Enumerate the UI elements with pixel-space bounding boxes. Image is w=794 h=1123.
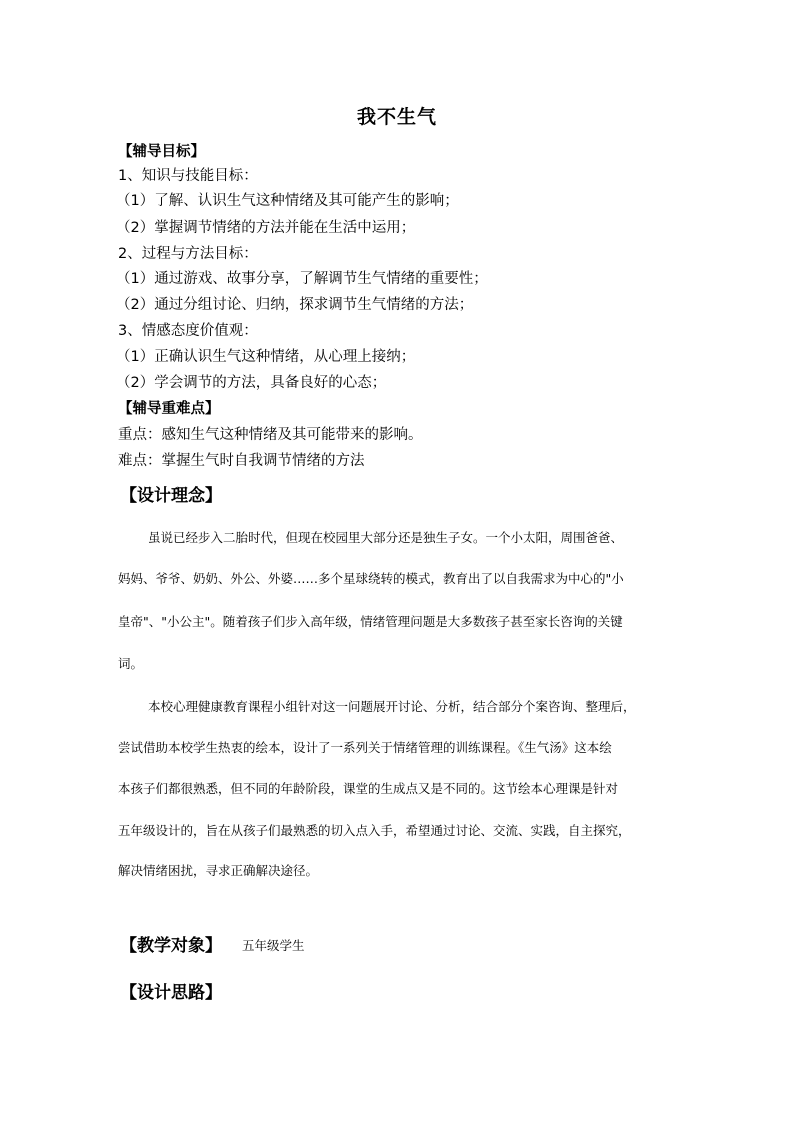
target-heading: 【教学对象】 [120, 936, 222, 956]
key-points-line: 重点：感知生气这种情绪及其可能带来的影响。 [118, 427, 423, 443]
goals-line: （2）掌握调节情绪的方法并能在生活中运用； [116, 220, 416, 236]
goals-line: （1）通过游戏、故事分享，了解调节生气情绪的重要性； [116, 271, 488, 287]
paragraph-line: 尝试借助本校学生热衷的绘本，设计了一系列关于情绪管理的训练课程。《生气汤》这本绘 [118, 740, 612, 755]
key-points-line: 难点：掌握生气时自我调节情绪的方法 [118, 453, 365, 469]
paragraph-line: 妈妈、爷爷、奶奶、外公、外婆……多个星球绕转的模式，教育出了以自我需求为中心的"小 [118, 571, 624, 586]
goals-line: 3、情感态度价值观： [118, 323, 258, 339]
paragraph-line: 虽说已经步入二胎时代，但现在校园里大部分还是独生子女。一个小太阳，周围爸爸、 [148, 530, 624, 545]
goals-line: 2、过程与方法目标： [118, 246, 258, 262]
paragraph-line: 词。 [118, 656, 144, 671]
paragraph-line: 皇帝"、"小公主"。随着孩子们步入高年级，情绪管理问题是大多数孩子甚至家长咨询的关键 [118, 614, 623, 629]
goals-heading: 【辅导目标】 [118, 144, 205, 160]
goals-line: （2）通过分组讨论、归纳，探求调节生气情绪的方法； [116, 297, 474, 313]
key-points-heading: 【辅导重难点】 [118, 401, 220, 417]
paragraph-line: 本孩子们都很熟悉，但不同的年龄阶段，课堂的生成点又是不同的。这节绘本心理课是针对 [118, 781, 619, 796]
goals-line: 1、知识与技能目标： [118, 168, 258, 184]
paragraph-line: 解决情绪困扰，寻求正确解决途径。 [118, 863, 319, 878]
paragraph-line: 五年级设计的，旨在从孩子们最熟悉的切入点入手，希望通过讨论、交流、实践，自主探究， [118, 823, 631, 838]
goals-line: （1）了解、认识生气这种情绪及其可能产生的影响； [116, 193, 459, 209]
goals-line: （2）学会调节的方法，具备良好的心态； [116, 375, 387, 391]
approach-heading: 【设计思路】 [120, 983, 222, 1003]
paragraph-line: 本校心理健康教育课程小组针对这一问题展开讨论、分析，结合部分个案咨询、整理后， [148, 699, 636, 714]
document-title: 我不生气 [356, 106, 437, 128]
target-value: 五年级学生 [242, 938, 305, 953]
concept-heading: 【设计理念】 [120, 486, 222, 506]
goals-line: （1）正确认识生气这种情绪，从心理上接纳； [116, 349, 416, 365]
